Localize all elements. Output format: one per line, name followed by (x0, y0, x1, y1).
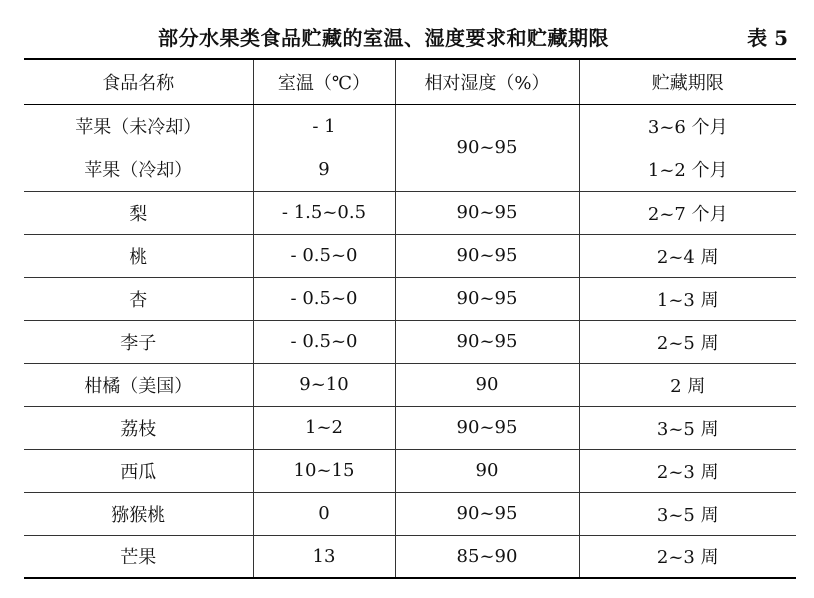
cell-food-name: 梨 (24, 191, 253, 234)
storage-period-value: 3~6 个月 (647, 117, 728, 138)
header-storage-period: 贮藏期限 (579, 59, 796, 104)
food-name: 苹果（未冷却） (75, 117, 202, 138)
cell-room-temp: - 1.5~0.5 (253, 191, 395, 234)
header-humidity: 相对湿度（%） (395, 59, 579, 104)
cell-storage-period: 2~3 周 (579, 449, 796, 492)
cell-room-temp: 10~15 (253, 449, 395, 492)
cell-humidity: 90~95 (395, 320, 579, 363)
storage-table (24, 58, 796, 579)
cell-humidity: 90~95 (395, 234, 579, 277)
cell-food-name: 西瓜 (24, 449, 253, 492)
table-header-row (24, 59, 796, 104)
food-name: 苹果（冷却） (84, 160, 193, 181)
cell-storage-period: 2~4 周 (579, 234, 796, 277)
cell-storage-period: 2~7 个月 (579, 191, 796, 234)
cell-food-name: 猕猴桃 (24, 492, 253, 535)
cell-food-name: 杏 (24, 277, 253, 320)
cell-humidity: 90 (395, 449, 579, 492)
storage-period-value: 1~2 个月 (647, 160, 728, 181)
table-row (24, 492, 796, 535)
cell-food-name (24, 104, 253, 191)
cell-humidity: 90~95 (395, 104, 579, 191)
room-temp-value: - 1 (312, 115, 336, 137)
table-rows (24, 191, 796, 578)
cell-humidity: 90~95 (395, 492, 579, 535)
table-row (24, 535, 796, 578)
table-row-apple-group (24, 104, 796, 191)
cell-storage-period: 1~3 周 (579, 277, 796, 320)
cell-food-name: 桃 (24, 234, 253, 277)
cell-room-temp: 1~2 (253, 406, 395, 449)
header-room-temp: 室温（℃） (253, 59, 395, 104)
cell-room-temp: 13 (253, 535, 395, 578)
cell-humidity: 90 (395, 363, 579, 406)
cell-room-temp: - 0.5~0 (253, 234, 395, 277)
cell-room-temp: - 0.5~0 (253, 320, 395, 363)
cell-humidity: 90~95 (395, 406, 579, 449)
table-row (24, 277, 796, 320)
cell-room-temp: 9~10 (253, 363, 395, 406)
cell-humidity: 85~90 (395, 535, 579, 578)
table-row (24, 234, 796, 277)
cell-humidity: 90~95 (395, 277, 579, 320)
cell-room-temp: - 0.5~0 (253, 277, 395, 320)
room-temp-value: 9 (318, 158, 330, 180)
cell-food-name: 芒果 (24, 535, 253, 578)
table-number: 表 5 (747, 26, 788, 50)
cell-food-name: 荔枝 (24, 406, 253, 449)
cell-storage-period: 3~5 周 (579, 406, 796, 449)
cell-room-temp: 0 (253, 492, 395, 535)
table-row (24, 320, 796, 363)
table-row (24, 363, 796, 406)
cell-food-name: 李子 (24, 320, 253, 363)
cell-food-name: 柑橘（美国） (24, 363, 253, 406)
table-row (24, 406, 796, 449)
table-row (24, 449, 796, 492)
cell-storage-period: 2 周 (579, 363, 796, 406)
table-title: 部分水果类食品贮藏的室温、湿度要求和贮藏期限 (158, 26, 609, 50)
cell-storage-period: 3~5 周 (579, 492, 796, 535)
cell-humidity: 90~95 (395, 191, 579, 234)
cell-storage-period (579, 104, 796, 191)
header-food-name: 食品名称 (24, 59, 253, 104)
cell-storage-period: 2~3 周 (579, 535, 796, 578)
cell-storage-period: 2~5 周 (579, 320, 796, 363)
table-caption (108, 22, 788, 50)
table-row (24, 191, 796, 234)
cell-room-temp (253, 104, 395, 191)
